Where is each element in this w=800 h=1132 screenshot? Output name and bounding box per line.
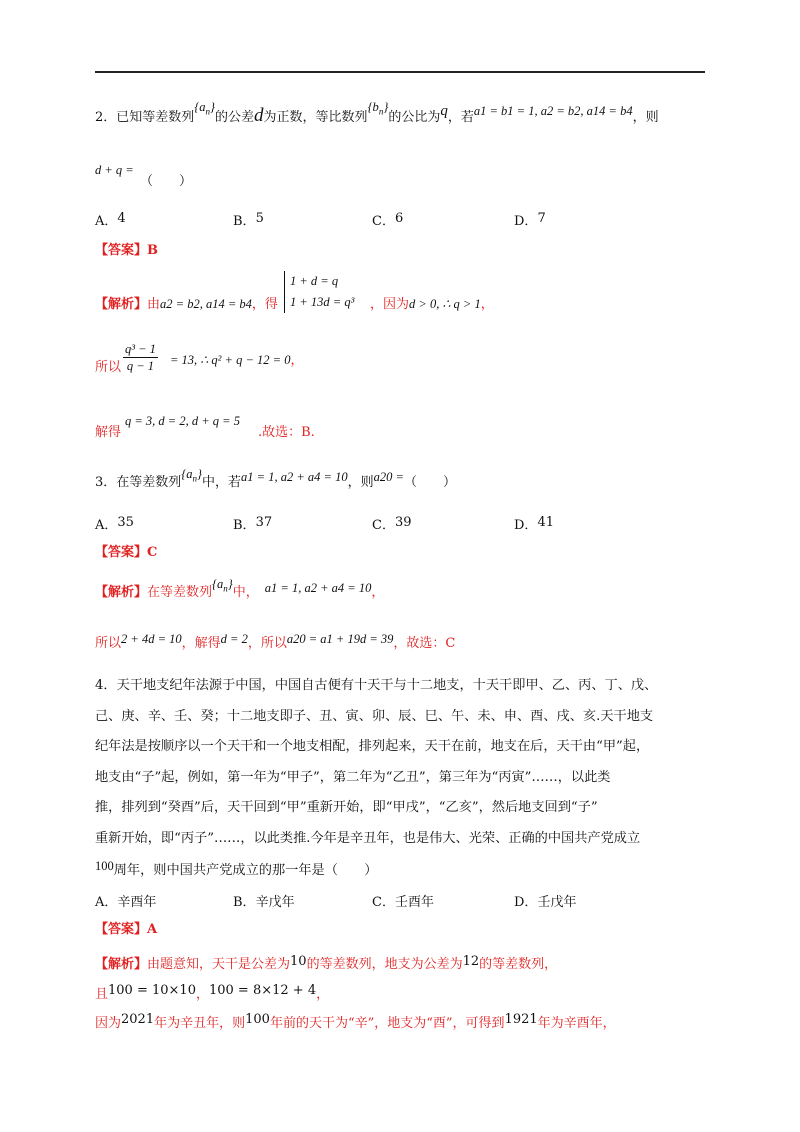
q2-seq-a: $\{a_n\}$ <box>194 100 216 117</box>
q2-fraction: q³ − 1 q − 1 <box>125 342 156 373</box>
answer-tag: 【答案】 <box>95 243 148 258</box>
q2-option-c: C．6 <box>372 211 404 229</box>
q4-stem-last: 100周年，则中国共产党成立的那一年是（ ） <box>95 859 378 878</box>
q2-paren: （ ） <box>140 174 193 189</box>
header-rule <box>95 71 705 73</box>
q4-analysis-line2: 且100 = 10×10，100 = 8×12 + 4， <box>95 983 330 1002</box>
q2-analysis-line2: 所以 <box>95 360 122 375</box>
q4-option-a: A．辛酉年 <box>95 895 157 910</box>
q3-answer: 【答案】C <box>95 545 158 560</box>
q3-option-d: D．41 <box>514 515 554 533</box>
q2-equation-system: 1 + d = q 1 + 13d = q³ <box>284 271 354 313</box>
q4-analysis-line3: 因为2021年为辛丑年，则100年前的天干为“辛”，地支为“酉”，可得到1921年为辛酉年， <box>95 1012 616 1031</box>
q4-option-c: C．壬酉年 <box>372 895 434 910</box>
q2-stem-text-d: 的公比为 <box>388 110 441 125</box>
q3-condition: a1 = 1, a2 + a4 = 10 <box>241 470 348 484</box>
q3-option-a: A．35 <box>95 515 134 533</box>
q2-condition: a1 = b1 = 1, a2 = b2, a14 = b4 <box>473 104 633 118</box>
q3-ask: a20 = <box>373 470 404 484</box>
q2-analysis-line3-end: .故选：B. <box>258 425 315 440</box>
q2-answer <box>95 241 158 261</box>
q3-analysis-line1: 【解析】在等差数列$\{a_n\}$中， a1 = 1, a2 + a4 = 10， <box>95 577 385 600</box>
q2-stem-text-b: 的公差 <box>215 110 255 125</box>
q2-option-a: A．4 <box>95 211 126 229</box>
q2-analysis-line1: 【解析】由a2 = b2, a14 = b4，得 <box>95 297 278 312</box>
q2-var-d: d <box>254 105 264 126</box>
q2-analysis-line3: 解得 <box>95 425 122 440</box>
q2-stem-text: 2．已知等差数列 <box>95 110 195 125</box>
q2-stem-line2 <box>95 160 134 181</box>
q3-option-b: B．37 <box>233 515 273 533</box>
q4-option-b: B．辛戊年 <box>233 895 295 910</box>
q2-stem-text-c: 为正数，等比数列 <box>263 110 368 125</box>
q2-option-b: B．5 <box>233 211 264 229</box>
q3-option-c: C．39 <box>372 515 412 533</box>
q4-analysis-line1: 【解析】由题意知，天干是公差为10的等差数列，地支为公差为12的等差数列， <box>95 954 558 972</box>
q2-option-d: D．7 <box>514 211 546 229</box>
q2-stem-line1 <box>95 100 659 132</box>
q3-seq: $\{a_n\}$ <box>181 467 203 484</box>
q3-stem: 3．在等差数列$\{a_n\}$中，若a1 = 1, a2 + a4 = 10，则a20 =（ ） <box>95 467 456 490</box>
q2-stem-text-f: ，则 <box>632 110 659 125</box>
q2-var-q: q <box>440 103 448 119</box>
q4-answer: 【答案】A <box>95 922 158 937</box>
q2-seq-b: $\{b_n\}$ <box>367 100 389 117</box>
q2-analysis-line3-math: q = 3, d = 2, d + q = 5 <box>125 414 240 428</box>
analysis-tag: 【解析】 <box>95 297 148 312</box>
q2-analysis-math: a2 = b2, a14 = b4 <box>160 297 252 311</box>
q3-analysis-line2: 所以2 + 4d = 10，解得d = 2，所以a20 = a1 + 19d = 39，故选：C <box>95 632 456 651</box>
answer-value: B <box>147 243 159 258</box>
q2-ask: d + q = <box>95 163 134 177</box>
q2-stem-text-e: ，若 <box>447 110 474 125</box>
q2-analysis-line2-math: = 13, ∴ q² + q − 12 = 0， <box>170 353 304 368</box>
q4-stem: 4．天干地支纪年法源于中国，中国自古便有十天干与十二地支，十天干即甲、乙、丙、丁、戊、 己、庚、辛、壬、癸；十二地支即子、丑、寅、卯、辰、巳、午、未、申、酉、戌、亥.天干地支 纪年法是按顺序以一个天干和一个地支相配，排列起来，天干在前，地支在后，天干由“甲”起， 地支由“子”起，例如，第一年为“甲子”，第二年为“乙丑”，第三年为“丙寅”……，以此类 推，排列到“癸酉”后，天干回到“甲”重新开始，即“甲戌”，“乙亥”，然后地支回到“子” 重新开始，即“丙子”……，以此类推.今年是辛丑年，也是伟大、光荣、正确的中国共产党成立 <box>95 678 658 846</box>
q4-option-d: D．壬戊年 <box>514 895 577 910</box>
q2-analysis-line1-end: ，因为d > 0, ∴ q > 1， <box>370 297 494 312</box>
